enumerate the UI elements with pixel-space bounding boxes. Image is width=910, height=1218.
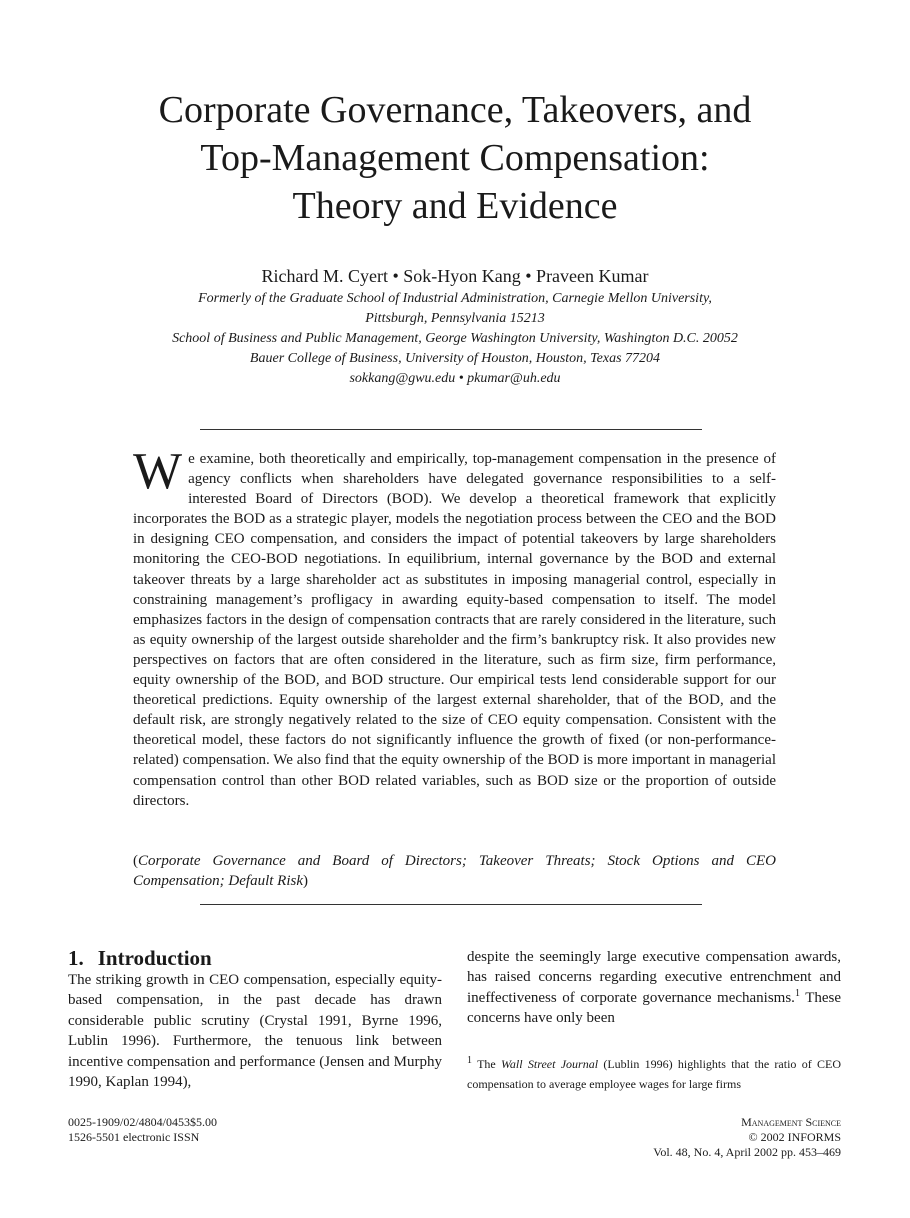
intro-right-text: despite the seemingly large executive compensation awards, has raised concerns regarding executive entrenchment and ineffectiveness of corporate governance mechanisms. xyxy=(467,949,841,1006)
abstract-text: e examine, both theoretically and empirically, top-management compensation in the presence of agency conflicts when shareholders have delegated governance responsibilities to a self-interested Board of Directors (BOD). We develop a theoretical framework that explicitly incorporates the BOD as a strategic player, models the negotiation process between the CEO and the BOD in designing CEO compensation, and considers the impact of potential takeovers by large shareholders monitoring the CEO-BOD negotiations. In equilibrium, internal governance by the BOD and external takeover threats by a large shareholder act as substitutes in imposing managerial control, especially in constraining management’s profligacy in awarding equity-based compensation to itself. The model emphasizes factors in the design of compensation contracts that are rarely considered in the literature, such as equity ownership of the largest outside shareholder and the firm’s bankruptcy risk. It also provides new perspectives on factors that are often considered in the literature, such as firm size, firm performance, equity ownership of the BOD, and BOD structure. Our empirical tests lend considerable support for our theoretical predictions. Equity ownership of the largest external shareholder, that of the BOD, and the default risk, are strongly negatively related to the size of CEO equity compensation. Consistent with the theoretical model, these factors do not significantly influence the growth of fixed (or non-performance-related) compensation. We also find that the equity ownership of the BOD is more important in managerial compensation control than other BOD related variables, such as BOD size or the proportion of outside directors. xyxy=(133,451,776,809)
footer-eissn: 1526-5501 electronic ISSN xyxy=(68,1130,200,1144)
intro-right-column xyxy=(467,947,841,1029)
footer-journal-line xyxy=(653,1115,841,1145)
abstract-body xyxy=(133,443,776,811)
abstract-keywords: (Corporate Governance and Board of Directors; Takeover Threats; Stock Options and CEO Compensation; Default Risk) xyxy=(133,853,776,889)
footnote-mark: 1 xyxy=(467,1055,472,1066)
footnote xyxy=(467,1054,841,1094)
footnote-pre: The xyxy=(472,1057,502,1071)
title-line-3: Theory and Evidence xyxy=(292,185,618,227)
footer-copyright: © 2002 INFORMS xyxy=(748,1130,841,1144)
footer-left xyxy=(68,1115,217,1145)
keywords-text: Corporate Governance and Board of Directors; Takeover Threats; Stock Options and CEO Compensation; Default Risk xyxy=(133,853,776,889)
footer-journal: Management Science xyxy=(741,1115,841,1129)
intro-right-text-cont: These concerns have only been xyxy=(467,989,842,1027)
section-number: 1. xyxy=(68,946,84,970)
title-line-2: Top-Management Compensation: xyxy=(200,137,710,179)
footer-right xyxy=(653,1115,841,1160)
abstract-top-rule xyxy=(200,429,702,430)
section-heading xyxy=(68,944,212,972)
section-title: Introduction xyxy=(97,946,212,970)
affiliations xyxy=(0,289,910,389)
abstract-dropcap: W xyxy=(133,443,183,500)
title-line-1: Corporate Governance, Takeovers, and xyxy=(158,89,752,131)
affiliation-line: Bauer College of Business, University of Houston, Houston, Texas 77204 xyxy=(249,351,661,366)
footnote-journal: Wall Street Journal xyxy=(501,1057,599,1071)
paper-title xyxy=(0,86,910,230)
author-emails: sokkang@gwu.edu • pkumar@uh.edu xyxy=(349,371,561,386)
intro-left-column: The striking growth in CEO compensation, especially equity-based compensation, in the past decade has drawn considerable public scrutiny (Crystal 1991, Byrne 1996, Lublin 1996). Furthermore, the tenuous link between incentive compensation and performance (Jensen and Murphy 1990, Kaplan 1994), xyxy=(68,972,442,1091)
footnote-reference: 1 xyxy=(794,987,800,999)
affiliation-line: Pittsburgh, Pennsylvania 15213 xyxy=(365,311,545,326)
footer-issn: 0025-1909/02/4804/0453$5.00 xyxy=(68,1115,217,1129)
affiliation-line: School of Business and Public Management, George Washington University, Washington D.C. 20052 xyxy=(172,331,738,346)
author-list: Richard M. Cyert • Sok-Hyon Kang • Praveen Kumar xyxy=(261,266,649,286)
footnote-post: (Lublin 1996) highlights that the ratio of CEO compensation to average employee wages for large firms xyxy=(467,1057,841,1091)
affiliation-line: Formerly of the Graduate School of Industrial Administration, Carnegie Mellon University, xyxy=(198,291,712,306)
abstract-bottom-rule xyxy=(200,904,702,905)
footer-volume: Vol. 48, No. 4, April 2002 pp. 453–469 xyxy=(653,1145,841,1159)
